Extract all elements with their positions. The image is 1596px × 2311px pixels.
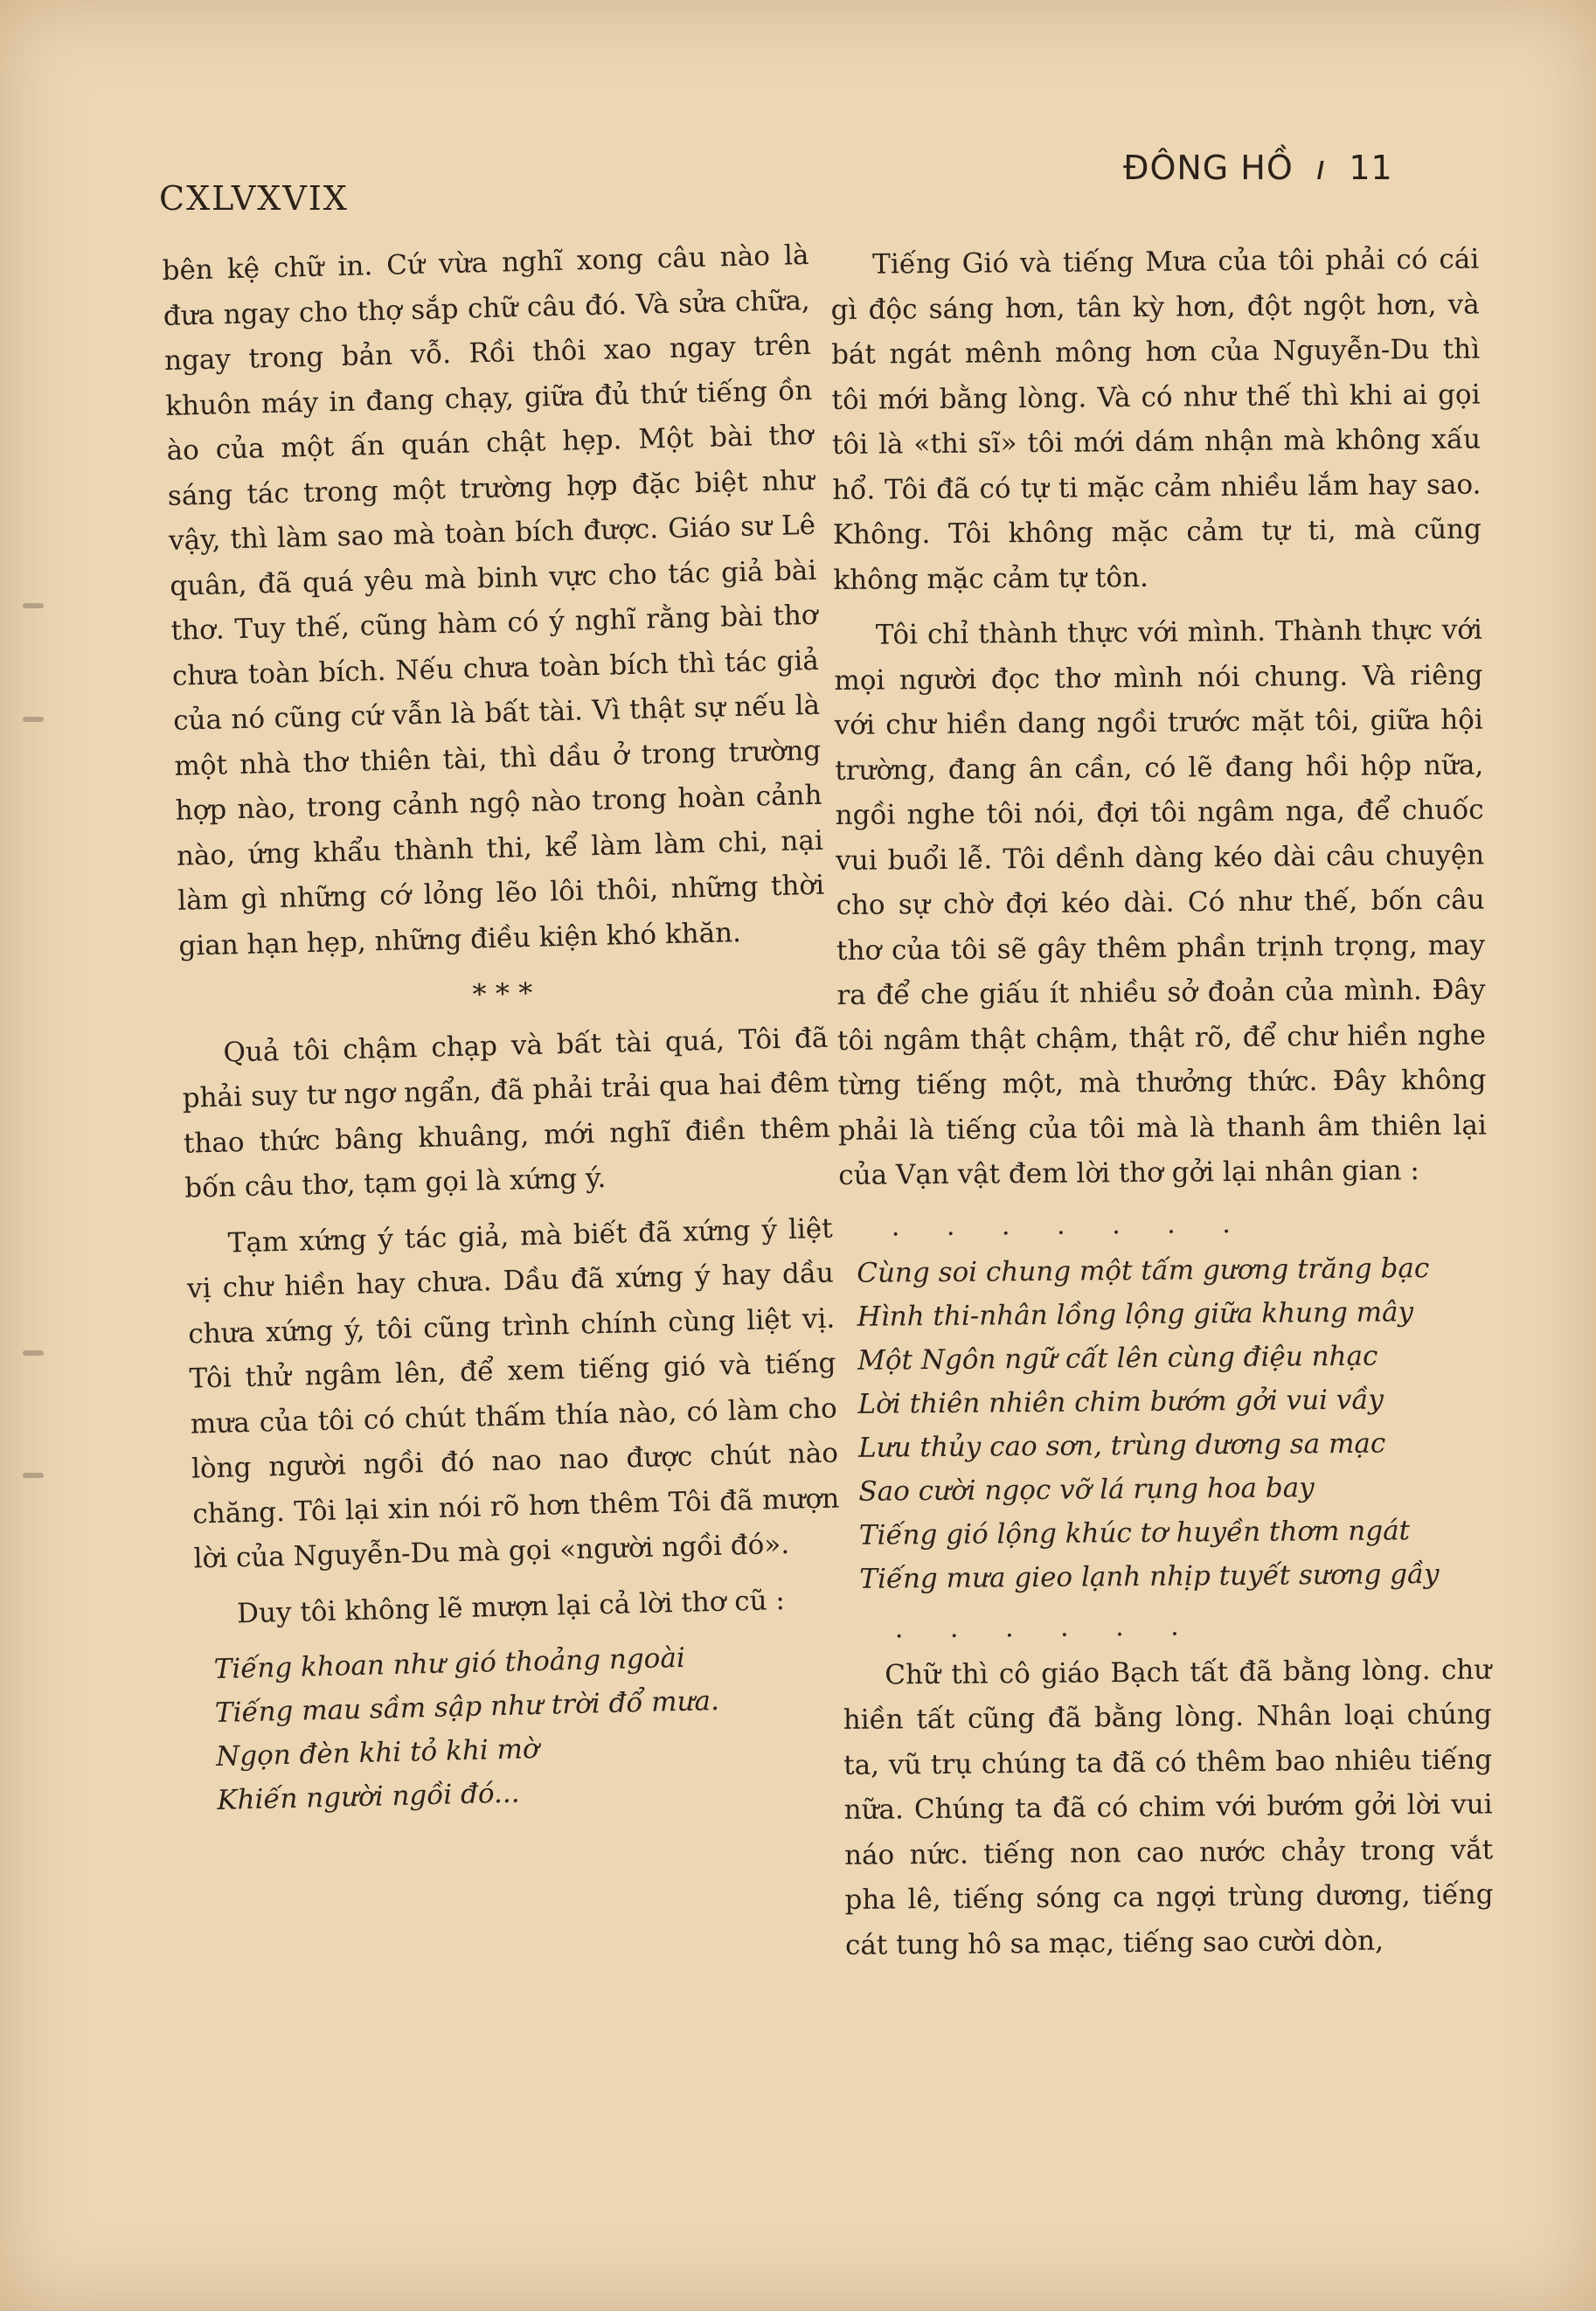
verse-line: Lưu thủy cao sơn, trùng dương sa mạc bbox=[857, 1427, 1386, 1464]
left-column bbox=[162, 233, 847, 1834]
right-column bbox=[830, 238, 1494, 1979]
paragraph: Tôi chỉ thành thực với mình. Thành thực với mọi người đọc thơ mình nói chung. Và riêng với chư hiền dang ngồi trước mặt tôi, giữa hội trường, đang ân cần, có lẽ đang hồi hộp nữa, ngồi nghe tôi nói, đợi tôi ngâm nga, để chuốc vui buổi lễ. Tôi dềnh dàng kéo dài câu chuyện cho sự chờ đợi kéo dài. Có như thế, bốn câu thơ của tôi sẽ gây thêm phần trịnh trọng, may ra để che giấu ít nhiều sở đoản của mình. Đây tôi ngâm thật chậm, thật rõ, để chư hiền nghe từng tiếng một, mà thưởng thức. Đây không phải là tiếng của tôi mà là thanh âm thiên lại của Vạn vật đem lời thơ gởi lại nhân gian : bbox=[834, 614, 1487, 1191]
verse-line: Tiếng mưa gieo lạnh nhịp tuyết sương gầy bbox=[859, 1558, 1440, 1595]
verse-line: Khiến người ngồi đó... bbox=[216, 1777, 520, 1816]
ellipsis-dots: . . . . . . . bbox=[891, 1208, 1250, 1242]
paragraph: Chữ thì cô giáo Bạch tất đã bằng lòng. chư hiền tất cũng đã bằng lòng. Nhân loại chúng ta, vũ trụ chúng ta đã có thêm bao nhiêu tiếng nữa. Chúng ta đã có chim với bướm gởi lời vui náo nức. tiếng non cao nước chảy trong vắt pha lê, tiếng sóng ca ngợi trùng dương, tiếng cát tung hô sa mạc, tiếng sao cười dòn, bbox=[843, 1653, 1494, 1961]
paragraph: Tạm xứng ý tác giả, mà biết đã xứng ý liệt vị chư hiền hay chưa. Dầu đã xứng ý hay dầu chưa xứng ý, tôi cũng trình chính cùng liệt vị. Tôi thử ngâm lên, để xem tiếng gió và tiếng mưa của tôi có chút thấm thía nào, có làm cho lòng người ngồi đó nao nao được chút nào chăng. Tôi lại xin nói rõ hơn thêm Tôi đã mượn lời của Nguyễn-Du mà gọi «người ngồi đó». bbox=[186, 1212, 840, 1575]
verse-line: Lời thiên nhiên chim bướm gởi vui vầy bbox=[857, 1384, 1384, 1420]
verse-line: Tiếng gió lộng khúc tơ huyền thơm ngát bbox=[858, 1514, 1411, 1551]
ellipsis-dots: . . . . . . bbox=[894, 1610, 1198, 1644]
poem-verse bbox=[857, 1246, 1490, 1600]
verse-line: Tiếng khoan như gió thoảng ngoài bbox=[213, 1641, 686, 1686]
verse-line: Sao cười ngọc vỡ lá rụng hoa bay bbox=[858, 1471, 1315, 1508]
verse-line: Hình thi-nhân lồng lộng giữa khung mây bbox=[857, 1295, 1414, 1333]
header-separator: ı bbox=[1315, 149, 1327, 187]
verse-line: Ngọn đèn khi tỏ khi mờ bbox=[215, 1732, 540, 1773]
running-header-right bbox=[1123, 149, 1393, 187]
paragraph: Duy tôi không lẽ mượn lại cả lời thơ cũ : bbox=[236, 1584, 786, 1629]
page-number: 11 bbox=[1349, 149, 1393, 187]
edge-mark bbox=[23, 603, 44, 608]
quoted-verse bbox=[213, 1632, 847, 1822]
edge-mark bbox=[23, 717, 44, 722]
header-title: ĐÔNG HỒ bbox=[1123, 149, 1294, 187]
paragraph: Tiếng Gió và tiếng Mưa của tôi phải có cái gì độc sáng hơn, tân kỳ hơn, đột ngột hơn, và bát ngát mênh mông hơn của Nguyễn-Du thì tôi mới bằng lòng. Và có như thế thì khi ai gọi tôi là «thi sĩ» tôi mới dám nhận mà không xấu hổ. Tôi đã có tự ti mặc cảm nhiều lắm hay sao. Không. Tôi không mặc cảm tự ti, mà cũng không mặc cảm tự tôn. bbox=[830, 243, 1482, 596]
running-header-left: CXLVXVIX bbox=[159, 179, 349, 218]
paragraph: Quả tôi chậm chạp và bất tài quá, Tôi đã phải suy tư ngơ ngẩn, đã phải trải qua hai đêm thao thức bâng khuâng, mới nghĩ điền thêm bốn câu thơ, tạm gọi là xứng ý. bbox=[182, 1022, 831, 1204]
verse-line: Tiếng mau sầm sập như trời đổ mưa. bbox=[214, 1684, 720, 1730]
paragraph: bên kệ chữ in. Cứ vừa nghĩ xong câu nào là đưa ngay cho thợ sắp chữ câu đó. Và sửa chữa, ngay trong bản vỗ. Rồi thôi xao ngay trên khuôn máy in đang chạy, giữa đủ thứ tiếng ồn ào của một ấn quán chật hẹp. Một bài thơ sáng tác trong một trường hợp đặc biệt như vậy, thì làm sao mà toàn bích được. Giáo sư Lê quân, đã quá yêu mà binh vực cho tác giả bài thơ. Tuy thế, cũng hàm có ý nghĩ rằng bài thơ chưa toàn bích. Nếu chưa toàn bích thì tác giả của nó cũng cứ vẫn là bất tài. Vì thật sự nếu là một nhà thơ thiên tài, thì dầu ở trong trường hợp nào, trong cảnh ngộ nào trong hoàn cảnh nào, ứng khẩu thành thi, kể làm làm chi, nại làm gì những cớ lỏng lẽo lôi thôi, những thời gian hạn hẹp, những điều kiện khó khăn. bbox=[162, 239, 825, 962]
edge-mark bbox=[23, 1473, 44, 1478]
section-break-stars: * * * bbox=[472, 975, 535, 1011]
edge-mark bbox=[23, 1350, 44, 1356]
verse-line: Một Ngôn ngữ cất lên cùng điệu nhạc bbox=[857, 1340, 1378, 1377]
verse-line: Cùng soi chung một tấm gương trăng bạc bbox=[857, 1252, 1430, 1289]
